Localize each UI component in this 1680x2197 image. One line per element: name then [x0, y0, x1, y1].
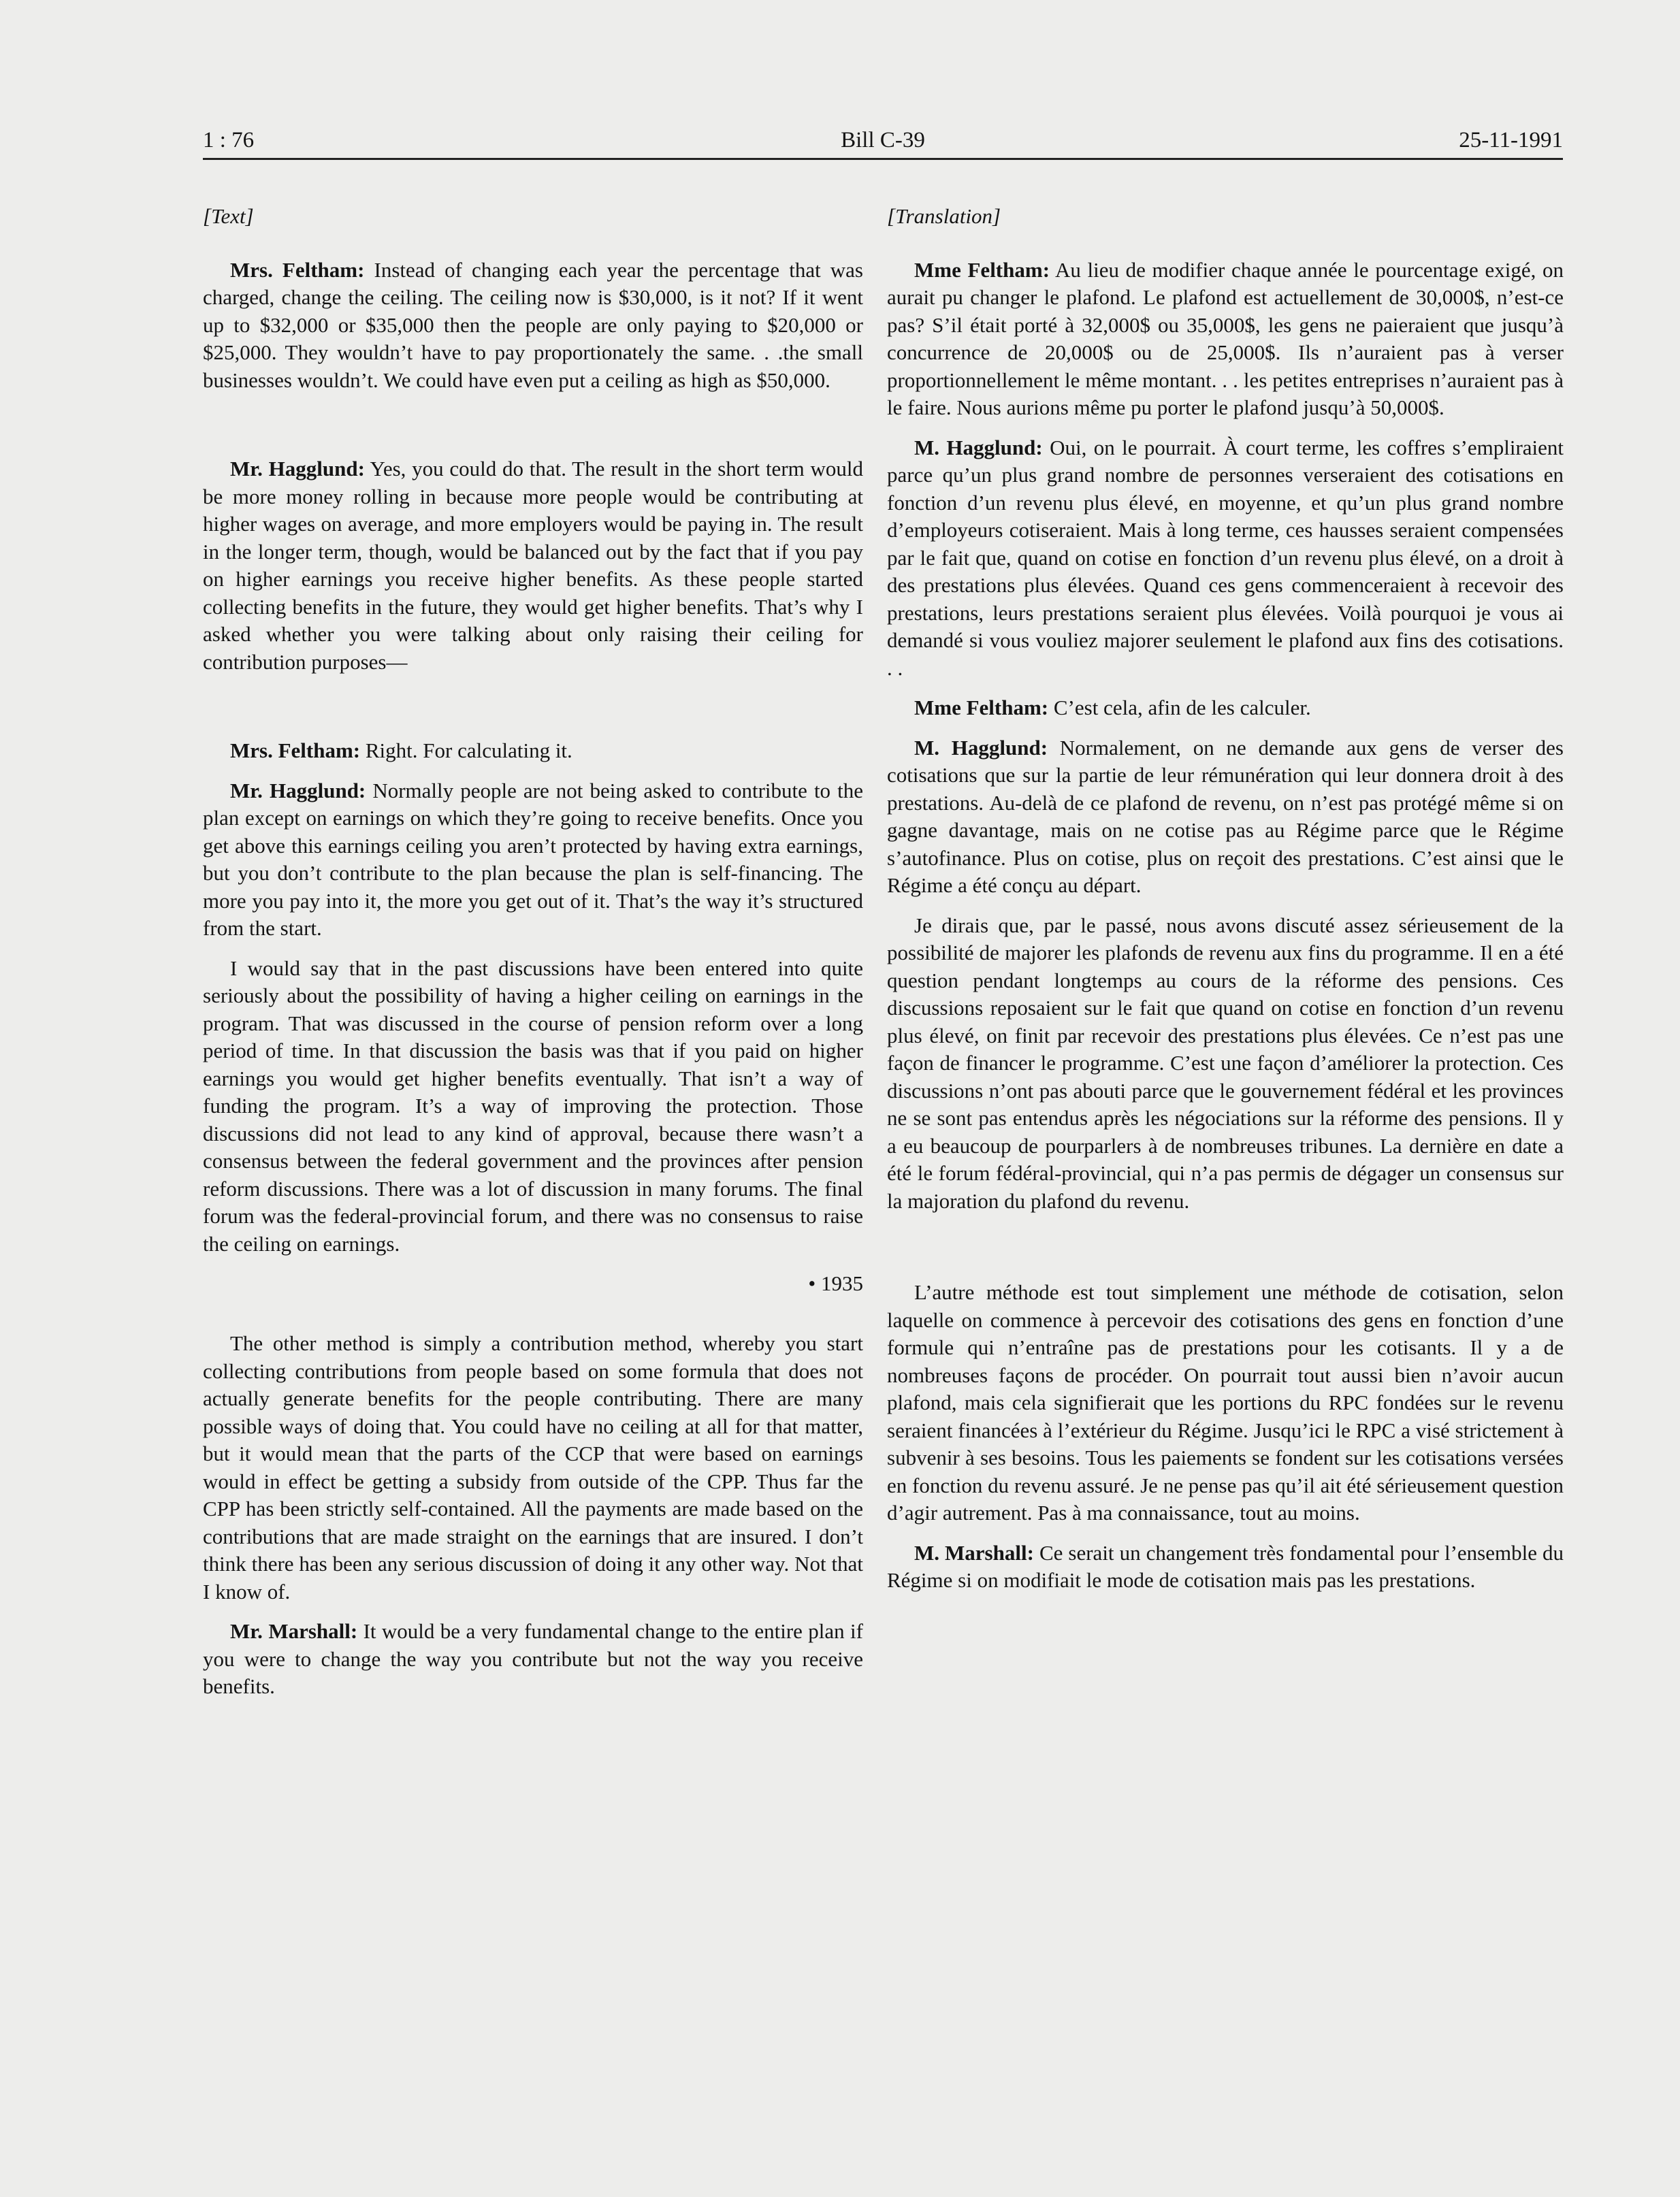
speaker-name: Mrs. Feltham:: [230, 257, 365, 282]
paragraph-hagglund-4: The other method is simply a contribution method, whereby you start collecting contributions from people based on some formula that does not actually generate benefits for the people contributing. There are many possible ways of doing that. You could have no ceiling at all for that matter, but it would mean that the parts of the CCP that were based on earnings would in effect be getting a subsidy from outside of the CPP. Thus far the CPP has been strictly self-contained. All the payments are made based on the contributions that are made straight on the earnings that are insured. I don’t think there has been any serious discussion of doing it any other way. Not that I know of.: [203, 1331, 863, 1604]
french-column: [887, 203, 1564, 1607]
paragraph-marshall-1-fr: [887, 1540, 1564, 1595]
speech-text: Oui, on le pourrait. À court terme, les coffres s’empliraient parce qu’un plus grand nombre de personnes verseraient des cotisations en fonction d’un revenu plus élevé, en moyenne, et qu’un plus grand nombre d’employeurs cotiseraient. Mais à long terme, ces hausses seraient compensées par le fait que, quand on cotise en fonction d’un revenu plus élevé, on a droit à des prestations plus élevées. Quand ces gens commenceraient à recevoir des prestations, leurs prestations seraient plus élevées. Voilà pourquoi je vous ai demandé si vous vouliez majorer seulement le plafond aux fins des cotisations. . .: [887, 435, 1564, 680]
speaker-name: Mme Feltham:: [914, 696, 1049, 719]
speech-text: Ce serait un changement très fondamental pour l’ensemble du Régime si on modifiait le mode de cotisation mais pas les prestations.: [887, 1540, 1564, 1592]
speaker-name: M. Hagglund:: [914, 735, 1048, 760]
speech-text: Yes, you could do that. The result in the short term would be more money rolling in because more people would be contributing at higher wages on average, and more employers would be paying in. The result in the longer term, though, would be balanced out by the fact that if you pay on higher earnings you receive higher benefits. As these people started collecting benefits in the future, they would get higher benefits. That’s why I asked whether you were talking about only raising their ceiling for contribution purposes—: [203, 457, 863, 674]
time-marker: • 1935: [808, 1271, 863, 1295]
page-header: [203, 127, 1563, 160]
speaker-name: Mr. Marshall:: [230, 1619, 358, 1643]
speech-text: Instead of changing each year the percentage that was charged, change the ceiling. The ceiling now is $30,000, is it not? If it went up to $32,000 or $35,000 then the people are only paying to $20,000 or $25,000. They wouldn’t have to pay proportionately the same. . .the small businesses wouldn’t. We could have even put a ceiling as high as $50,000.: [203, 257, 863, 392]
paragraph-hagglund-1-fr: [887, 434, 1564, 683]
paragraph-feltham-2-fr: [887, 694, 1564, 722]
paragraph-hagglund-2: [203, 777, 863, 943]
speech-text: Right. For calculating it.: [360, 738, 572, 762]
speech-text: It would be a very fundamental change to the entire plan if you were to change the way you contribute but not the way you receive benefits.: [203, 1619, 863, 1698]
speech-text: Normally people are not being asked to contribute to the plan except on earnings on which they’re going to receive benefits. Once you get above this earnings ceiling you aren’t protected by having extra earnings, but you don’t contribute to the plan because the plan is self-financing. The more you pay into it, the more you get out of it. That’s the way it’s structured from the start.: [203, 778, 863, 940]
english-column: [203, 203, 863, 1713]
paragraph-hagglund-3: I would say that in the past discussions have been entered into quite seriously about the possibility of having a higher ceiling on earnings in the program. That was discussed in the course of pension reform over a long period of time. In that discussion the basis was that if you paid on higher earnings you would get higher benefits eventually. That isn’t a way of funding the program. It’s a way of improving the protection. Those discussions did not lead to any kind of approval, because there wasn’t a consensus between the federal government and the provinces after pension reform discussions. There was a lot of discussion in many forums. The final forum was the federal-provincial forum, and there was no consensus to raise the ceiling on earnings.: [203, 956, 863, 1256]
speaker-name: Mr. Hagglund:: [230, 778, 366, 802]
header-date: 25-11-1991: [1459, 128, 1563, 152]
speaker-name: M. Hagglund:: [914, 435, 1043, 459]
speech-text: Au lieu de modifier chaque année le pourcentage exigé, on aurait pu changer le plafond. Le plafond est actuellement de 30,000$, n’est-ce pas? S’il était porté à 32,000$ ou 35,000$, les gens ne paieraient que jusqu’à concurrence de 20,000$ ou de 25,000$. Ils n’auraient pas à verser proportionnellement le même montant. . . les petites entreprises n’auraient pas à le faire. Nous aurions même pu porter le plafond jusqu’à 50,000$.: [887, 257, 1564, 419]
paragraph-feltham-1-fr: [887, 257, 1564, 422]
speech-text: Normalement, on ne demande aux gens de verser des cotisations que sur la partie de leur rémunération qui leur donnera droit à des prestations. Au-delà de ce plafond de revenu, on n’est pas protégé même si on gagne davantage, mais on ne cotise pas au Régime parce que le Régime s’autofinance. Plus on cotise, plus on reçoit des prestations. C’est ainsi que le Régime a été conçu au départ.: [887, 735, 1564, 897]
speaker-name: M. Marshall:: [914, 1540, 1034, 1565]
paragraph-hagglund-1: [203, 455, 863, 676]
speaker-name: Mme Feltham:: [914, 257, 1050, 282]
translation-tag: [Translation]: [887, 204, 1001, 228]
speaker-name: Mrs. Feltham:: [230, 738, 361, 762]
speech-text: C’est cela, afin de les calculer.: [1048, 696, 1311, 719]
paragraph-marshall-1: [203, 1618, 863, 1701]
page-number: 1 : 76: [203, 128, 255, 152]
text-tag: [Text]: [203, 204, 254, 228]
bill-title: Bill C-39: [841, 128, 925, 152]
paragraph-hagglund-3-fr: Je dirais que, par le passé, nous avons discuté assez sérieusement de la possibilité de majorer les plafonds de revenu aux fins du programme. Il en a été question pendant longtemps au cours de la réforme des pensions. Ces discussions reposaient sur le fait que quand on cotise en fonction d’un revenu plus élevé, on finit par recevoir des prestations plus élevées. Ce n’est pas une façon de financer le programme. C’est une façon d’améliorer la protection. Ces discussions n’ont pas abouti parce que le gouvernement fédéral et les provinces ne se sont pas entendus après les négociations sur la réforme des pensions. Il y a eu beaucoup de pourparlers à de nombreuses tribunes. La dernière en date a été le forum fédéral-provincial, qui n’a pas permis de dégager un consensus sur la majoration du plafond du revenu.: [887, 913, 1564, 1213]
paragraph-feltham-1: [203, 257, 863, 395]
paragraph-hagglund-4-fr: L’autre méthode est tout simplement une méthode de cotisation, selon laquelle on commence à percevoir des cotisations des gens en fonction d’une formule qui n’entraîne pas de prestations pour les cotisants. Il y a de nombreuses façons de procéder. On pourrait tout aussi bien n’avoir aucun plafond, mais cela signifierait que les portions du RPC fondées sur le revenu seraient financées à l’extérieur du Régime. Jusqu’ici le RPC a visé strictement à subvenir à ses besoins. Tous les paiements se fondent sur les cotisations versées en fonction du revenu assuré. Je ne pense pas qu’il ait été sérieusement question d’agir autrement. Pas à ma connaissance, tout au moins.: [887, 1280, 1564, 1525]
speaker-name: Mr. Hagglund:: [230, 457, 365, 481]
paragraph-feltham-2: [203, 737, 863, 765]
paragraph-hagglund-2-fr: [887, 734, 1564, 900]
